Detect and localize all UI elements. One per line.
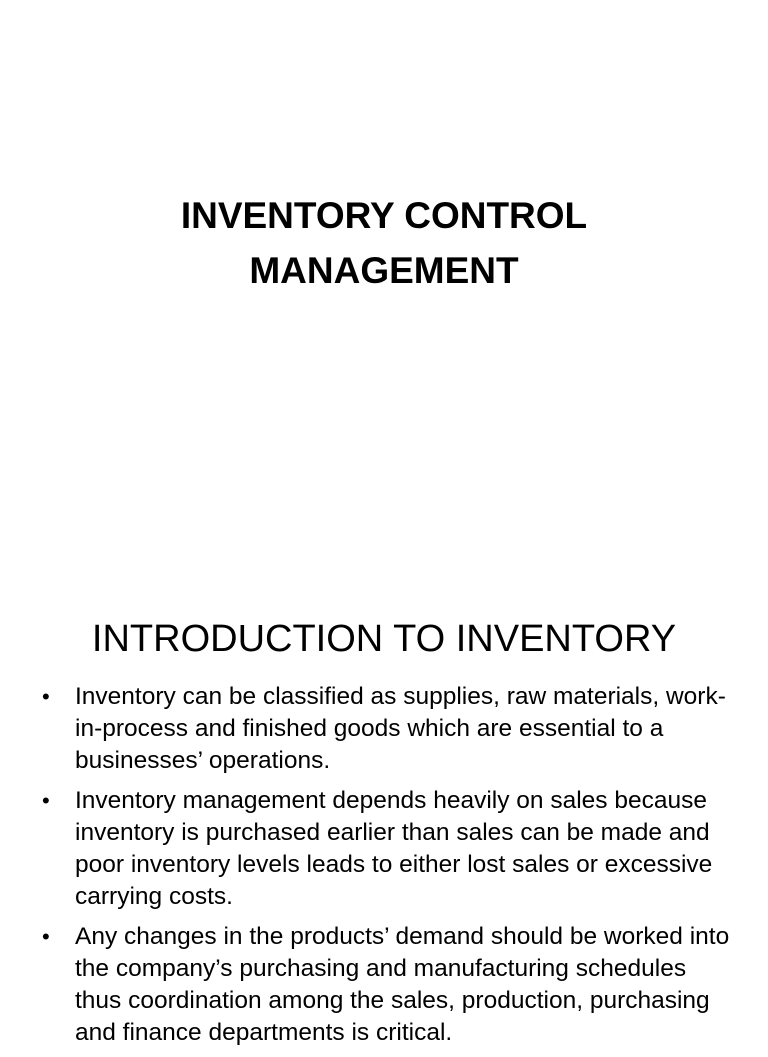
title-line-1: INVENTORY CONTROL <box>180 195 588 236</box>
bullet-icon: • <box>42 788 50 813</box>
slide-title-heading <box>0 188 768 298</box>
bullet-item <box>36 921 736 1049</box>
bullet-text: Any changes in the products’ demand should be worked into the company’s purchasing and manufacturing schedules thus coordination among the sales, production, purchasing and finance departments is critical. <box>75 923 730 1046</box>
bullet-icon: • <box>42 684 50 709</box>
title-line-2: MANAGEMENT <box>249 250 519 291</box>
bullet-icon: • <box>42 924 50 949</box>
bullet-text: Inventory management depends heavily on sales because inventory is purchased earlier than sales can be made and poor inventory levels leads to either lost sales or excessive carrying costs. <box>75 787 713 910</box>
slide-introduction <box>0 576 768 1046</box>
introduction-heading: INTRODUCTION TO INVENTORY <box>91 618 677 660</box>
bullet-list <box>36 681 736 1057</box>
bullet-item <box>36 681 736 777</box>
bullet-item <box>36 785 736 913</box>
bullet-text: Inventory can be classified as supplies, raw materials, work-in-process and finished goods which are essential to a businesses’ operations. <box>75 683 726 774</box>
